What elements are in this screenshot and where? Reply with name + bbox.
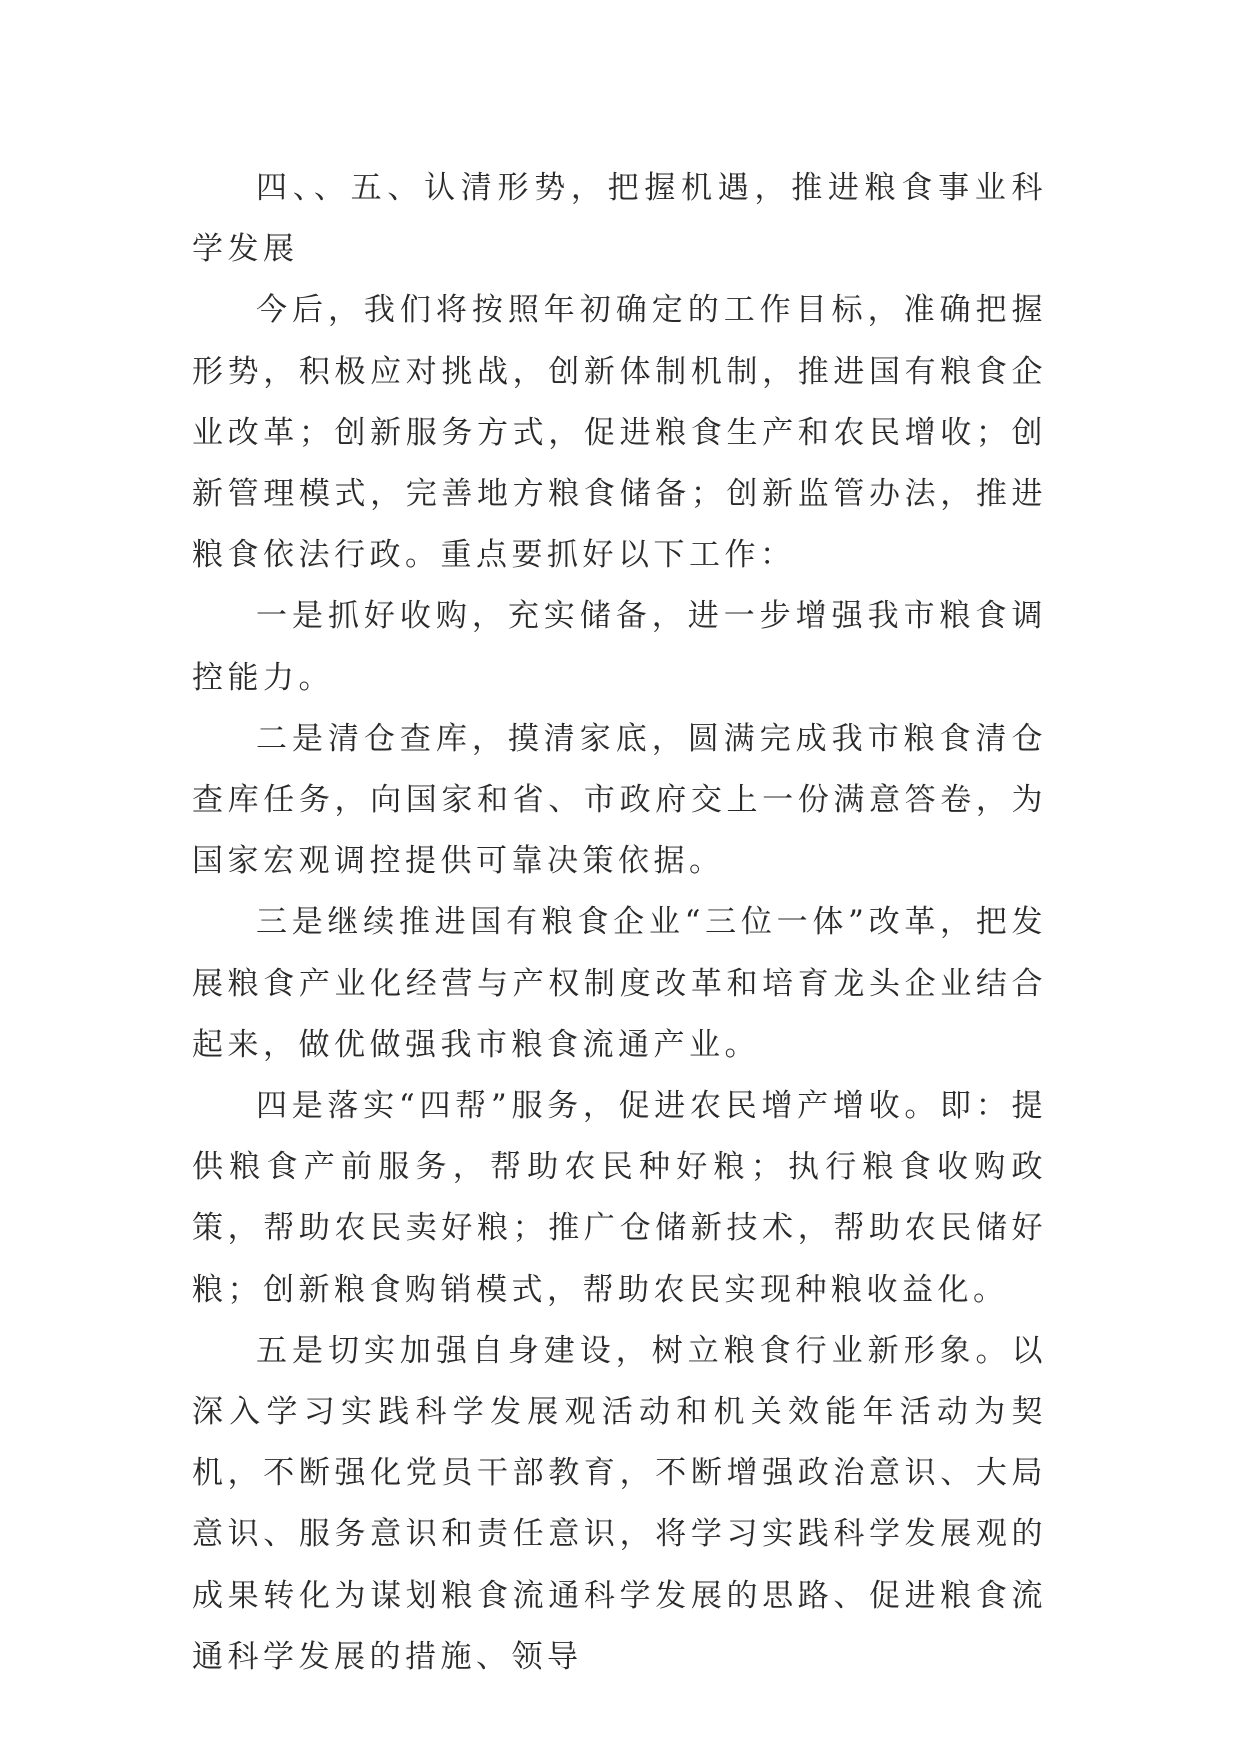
paragraph-intro: 今后，我们将按照年初确定的工作目标，准确把握形势，积极应对挑战，创新体制机制，推进国有粮食企业改革；创新服务方式，促进粮食生产和农民增收；创新管理模式，完善地方粮食储备；创新监管办法，推进粮食依法行政。重点要抓好以下工作： xyxy=(192,292,1047,574)
document-body xyxy=(192,158,1047,1688)
section-heading: 四、、五、认清形势，把握机遇，推进粮食事业科学发展 xyxy=(192,170,1047,268)
paragraph-item-5: 五是切实加强自身建设，树立粮食行业新形象。以深入学习实践科学发展观活动和机关效能年活动为契机，不断强化党员干部教育，不断增强政治意识、大局意识、服务意识和责任意识，将学习实践科学发展观的成果转化为谋划粮食流通科学发展的思路、促进粮食流通科学发展的措施、领导 xyxy=(192,1332,1047,1675)
paragraph-item-2: 二是清仓查库，摸清家底，圆满完成我市粮食清仓查库任务，向国家和省、市政府交上一份满意答卷，为国家宏观调控提供可靠决策依据。 xyxy=(192,720,1047,880)
paragraph-item-3: 三是继续推进国有粮食企业“三位一体”改革，把发展粮食产业化经营与产权制度改革和培育龙头企业结合起来，做优做强我市粮食流通产业。 xyxy=(192,904,1047,1063)
paragraph-item-4: 四是落实“四帮”服务，促进农民增产增收。即：提供粮食产前服务，帮助农民种好粮；执行粮食收购政策，帮助农民卖好粮；推广仓储新技术，帮助农民储好粮；创新粮食购销模式，帮助农民实现种粮收益化。 xyxy=(192,1088,1047,1308)
paragraph-item-1: 一是抓好收购，充实储备，进一步增强我市粮食调控能力。 xyxy=(192,598,1047,696)
